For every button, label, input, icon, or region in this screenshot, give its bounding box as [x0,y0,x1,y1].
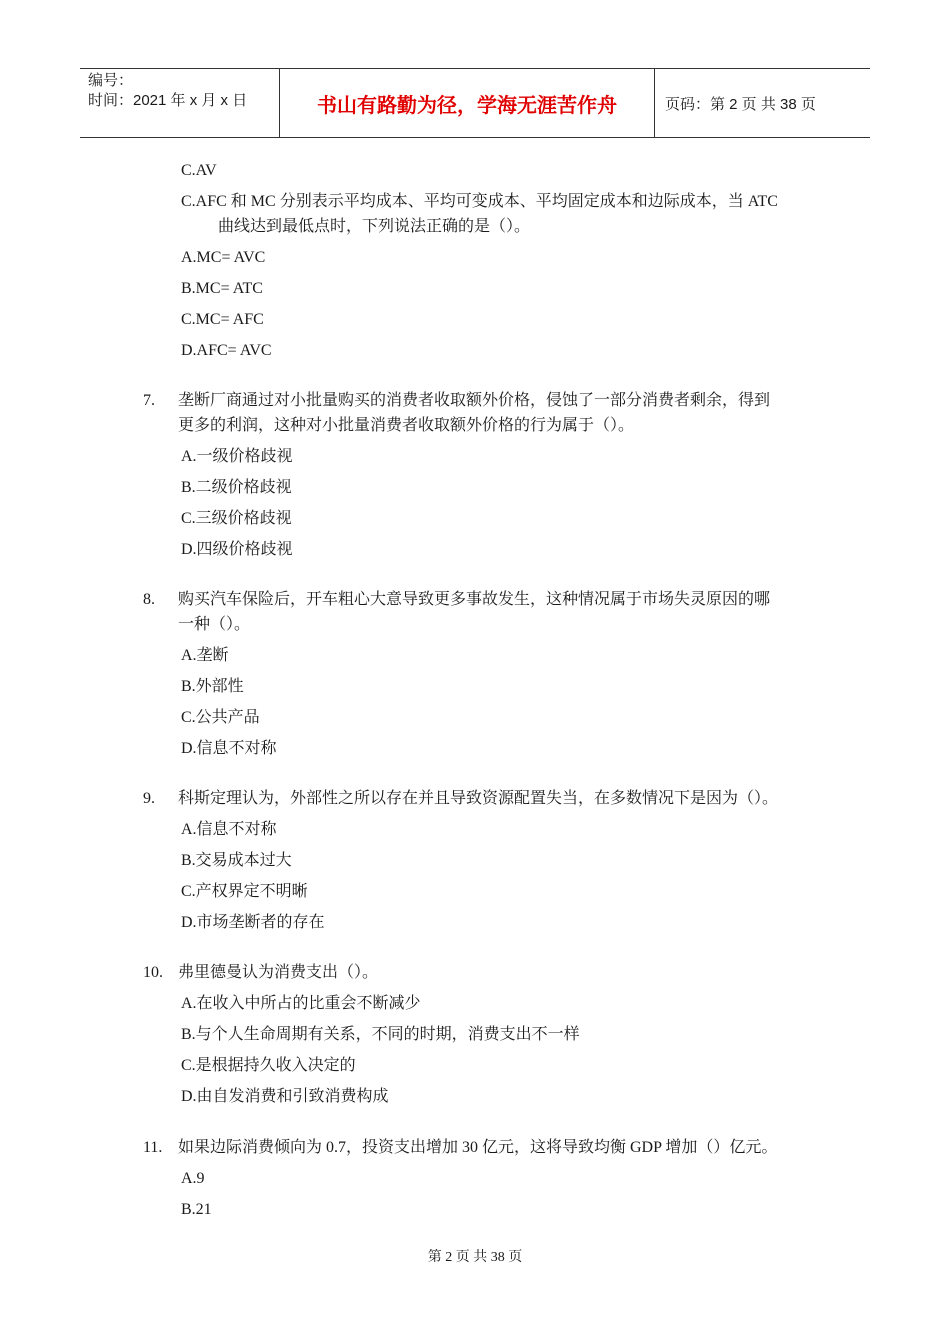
page-footer: 第 2 页 共 38 页 [427,1250,523,1265]
question-text: 更多的利润，这种对小批量消费者收取额外价格的行为属于（）。 [178,417,635,434]
option: C.MC= AFC [181,311,264,328]
question-text: C.AFC 和 MC 分别表示平均成本、平均可变成本、平均固定成本和边际成本，当 ATC [181,193,778,210]
option: D.AFC= AVC [181,342,272,359]
option: B.交易成本过大 [181,852,292,869]
option: A.MC= AVC [181,249,266,266]
question-text: 曲线达到最低点时，下列说法正确的是（）。 [218,218,531,235]
header-meta [80,69,280,137]
option: B.二级价格歧视 [181,479,292,496]
question-text: 如果边际消费倾向为 0.7，投资支出增加 30 亿元，这将导致均衡 GDP 增加（）亿元。 [178,1139,778,1156]
option: D.四级价格歧视 [181,541,293,558]
number-label: 编号： [88,72,134,89]
header-page-info: 页码：第 2 页 共 38 页 [665,95,816,113]
option: B.外部性 [181,678,244,695]
option: A.垄断 [181,647,229,664]
option: A.信息不对称 [181,821,277,838]
question-text: 垄断厂商通过对小批量购买的消费者收取额外价格，侵蚀了一部分消费者剩余，得到 [178,392,771,409]
option: B.与个人生命周期有关系，不同的时期，消费支出不一样 [181,1026,580,1043]
question-number: 10. [143,964,163,981]
header-motto: 书山有路勤为径，学海无涯苦作舟 [280,69,655,137]
option: C.公共产品 [181,709,260,726]
option: D.市场垄断者的存在 [181,914,325,931]
option: A.在收入中所占的比重会不断减少 [181,995,421,1012]
question-text: 一种（）。 [178,616,251,633]
option: D.由自发消费和引致消费构成 [181,1088,389,1105]
option: C.三级价格歧视 [181,510,292,527]
question-text: 科斯定理认为，外部性之所以存在并且导致资源配置失当，在多数情况下是因为（）。 [178,790,779,807]
option: C.产权界定不明晰 [181,883,308,900]
question-text: 弗里德曼认为消费支出（）。 [178,964,379,981]
page-header [80,68,870,138]
option: A.一级价格歧视 [181,448,293,465]
option: C.是根据持久收入决定的 [181,1057,356,1074]
option: B.MC= ATC [181,280,263,297]
question-number: 9. [143,790,155,807]
question-number: 11. [143,1139,163,1156]
option: A.9 [181,1170,205,1187]
question-number: 8. [143,591,155,608]
option: C.AV [181,162,217,179]
question-number: 7. [143,392,155,409]
option: D.信息不对称 [181,740,277,757]
time-label: 时间：2021 年 x 月 x 日 [88,92,248,109]
option: B.21 [181,1201,212,1218]
question-text: 购买汽车保险后，开车粗心大意导致更多事故发生，这种情况属于市场失灵原因的哪 [178,591,771,608]
